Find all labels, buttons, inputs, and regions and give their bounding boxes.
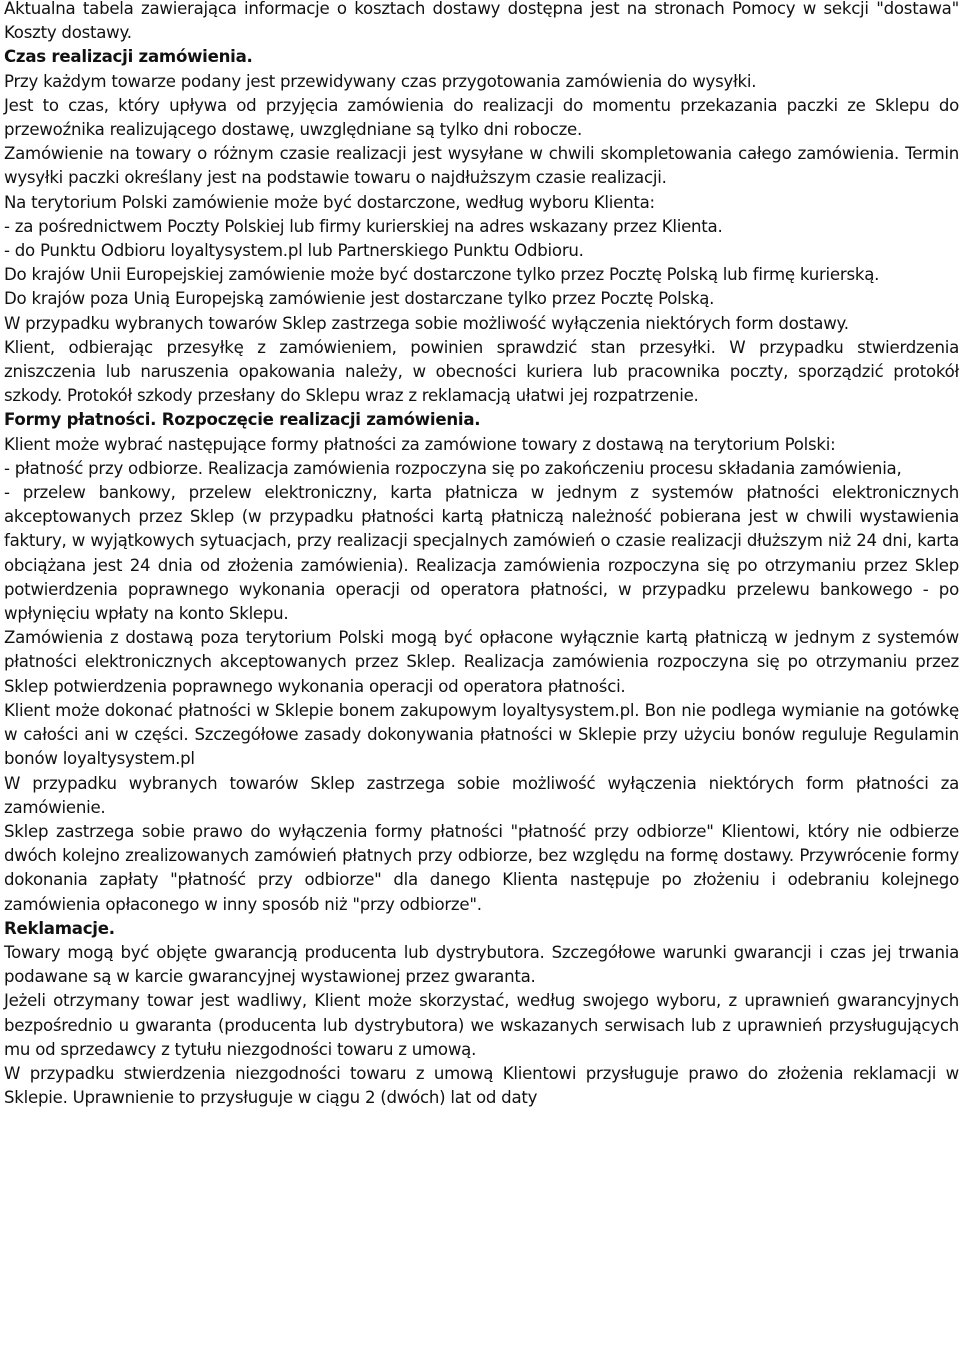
- non-eu-delivery-paragraph: Do krajów poza Unią Europejską zamówienie jest dostarczane tylko przez Pocztę Polską.: [4, 289, 715, 309]
- section-heading-payment-forms: Formy płatności. Rozpoczęcie realizacji zamówienia.: [4, 410, 481, 430]
- payment-exclusion-paragraph: W przypadku wybranych towarów Sklep zastrzega sobie możliwość wyłączenia niektórych form płatności za zamówienie.: [4, 773, 959, 817]
- payment-option-transfer-card: - przelew bankowy, przelew elektroniczny, karta płatnicza w jednym z systemów płatności elektronicznych akceptowanych przez Sklep (w przypadku płatności kartą płatniczą należność pobierana jest w chwili wystawienia faktury, w wyjątkowych sytuacjach, przy realizacji specjalnych zamówień o czasie realizacji dłuższym niż 24 dni, karta obciążana jest 24 dnia od złożenia zamówienia). Realizacja zamówienia rozpoczyna się po otrzymaniu przez Sklep potwierdzenia poprawnego wykonania operacji od operatora płatności, w przypadku przelewu bankowego - po wpłynięciu wpłaty na konto Sklepu.: [4, 483, 959, 624]
- section-heading-fulfilment-time: Czas realizacji zamówienia.: [4, 47, 253, 67]
- eu-delivery-paragraph: Do krajów Unii Europejskiej zamówienie może być dostarczone tylko przez Pocztę Polską lub firmę kurierską.: [4, 265, 880, 285]
- delivery-option-pickup-point: - do Punktu Odbioru loyaltysystem.pl lub Partnerskiego Punktu Odbioru.: [4, 241, 584, 261]
- delivery-cost-paragraph: Aktualna tabela zawierająca informacje o kosztach dostawy dostępna jest na stronach Pomocy w sekcji "dostawa" Koszty dostawy.: [4, 0, 959, 43]
- section-heading-complaints: Reklamacje.: [4, 918, 115, 938]
- payment-option-cod: - płatność przy odbiorze. Realizacja zamówienia rozpoczyna się po zakończeniu procesu składania zamówienia,: [4, 458, 902, 478]
- parcel-inspection-paragraph: Klient, odbierając przesyłkę z zamówieniem, powinien sprawdzić stan przesyłki. W przypadku stwierdzenia zniszczenia lub naruszenia opakowania należy, w obecności kuriera lub pracownika poczty, sporządzić protokół szkody. Protokół szkody przesłany do Sklepu wraz z reklamacją ułatwi jej rozpatrzenie.: [4, 337, 959, 406]
- delivery-exclusion-paragraph: W przypadku wybranych towarów Sklep zastrzega sobie możliwość wyłączenia niektórych form dostawy.: [4, 313, 849, 333]
- cod-restriction-paragraph: Sklep zastrzega sobie prawo do wyłączenia formy płatności "płatność przy odbiorze" Klientowi, który nie odbierze dwóch kolejno zrealizowanych zamówień płatnych przy odbiorze, bez względu na formę dostawy. Przywrócenie formy dokonania zapłaty "płatność przy odbiorze" dla danego Klienta następuje po złożeniu i odebraniu kolejnego zamówienia opłaconego w inny sposób niż "przy odbiorze".: [4, 821, 959, 914]
- warranty-paragraph: Towary mogą być objęte gwarancją producenta lub dystrybutora. Szczegółowe warunki gwarancji i czas jej trwania podawane są w karcie gwarancyjnej wystawionej przez gwaranta.: [4, 942, 959, 987]
- payment-forms-intro-paragraph: Klient może wybrać następujące formy płatności za zamówione towary z dostawą na terytorium Polski:: [4, 434, 836, 454]
- prep-time-definition-paragraph: Jest to czas, który upływa od przyjęcia zamówienia do realizacji do momentu przekazania paczki ze Sklepu do przewoźnika realizującego dostawę, uwzględniane są tylko dni robocze.: [4, 95, 959, 140]
- delivery-option-courier: - za pośrednictwem Poczty Polskiej lub firmy kurierskiej na adres wskazany przez Klienta.: [4, 216, 723, 236]
- defective-goods-paragraph: Jeżeli otrzymany towar jest wadliwy, Klient może skorzystać, według swojego wyboru, z uprawnień gwarancyjnych bezpośrednio u gwaranta (producenta lub dystrybutora) we wskazanych serwisach lub z uprawnień przysługujących mu od sprzedawcy z tytułu niezgodności towaru z umową.: [4, 991, 959, 1059]
- poland-delivery-paragraph: Na terytorium Polski zamówienie może być dostarczone, według wyboru Klienta:: [4, 192, 655, 212]
- prep-time-paragraph: Przy każdym towarze podany jest przewidywany czas przygotowania zamówienia do wysyłki.: [4, 71, 757, 91]
- mixed-order-paragraph: Zamówienie na towary o różnym czasie realizacji jest wysyłane w chwili skompletowania całego zamówienia. Termin wysyłki paczki określany jest na podstawie towaru o najdłuższym czasie realizacji.: [4, 144, 959, 188]
- voucher-payment-paragraph: Klient może dokonać płatności w Sklepie bonem zakupowym loyaltysystem.pl. Bon nie podlega wymianie na gotówkę w całości ani w części. Szczegółowe zasady dokonywania płatności w Sklepie przy użyciu bonów reguluje Regulamin bonów loyaltysystem.pl: [4, 700, 959, 769]
- foreign-payment-paragraph: Zamówienia z dostawą poza terytorium Polski mogą być opłacone wyłącznie kartą płatniczą w jednym z systemów płatności elektronicznych akceptowanych przez Sklep. Realizacja zamówienia rozpoczyna się po otrzymaniu przez Sklep potwierdzenia poprawnego wykonania operacji od operatora płatności.: [4, 628, 959, 696]
- document-body: [4, 0, 959, 1110]
- nonconformity-paragraph: W przypadku stwierdzenia niezgodności towaru z umową Klientowi przysługuje prawo do złożenia reklamacji w Sklepie. Uprawnienie to przysługuje w ciągu 2 (dwóch) lat od daty: [4, 1063, 959, 1108]
